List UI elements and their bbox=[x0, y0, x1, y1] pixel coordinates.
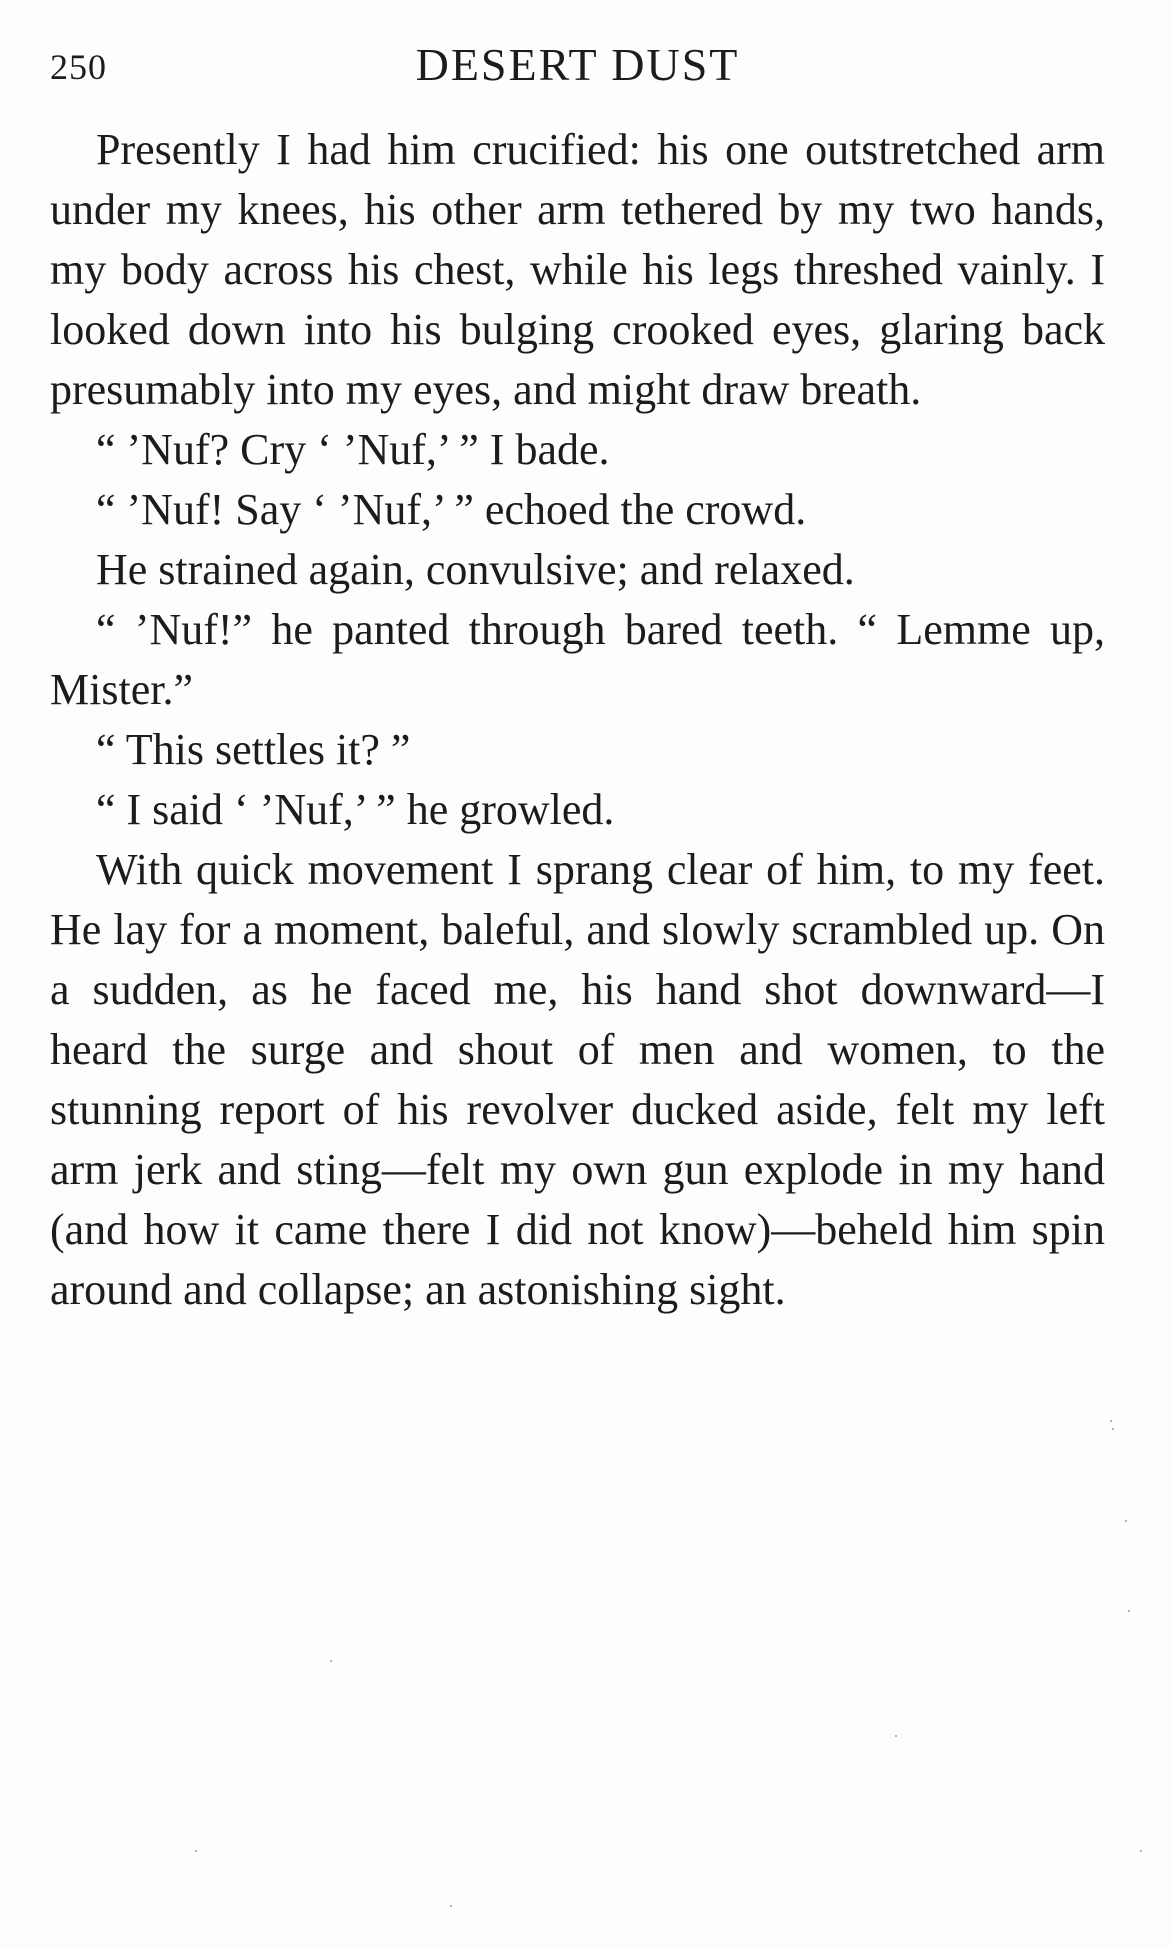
scan-speck bbox=[895, 1735, 897, 1737]
paragraph: With quick movement I sprang clear of him, to my feet. He lay for a moment, baleful, and slowly scrambled up. On a sudden, as he faced me, his hand shot downward—I heard the surge and shout of men and women, to the stunning report of his revolver ducked aside, felt my left arm jerk and sting—felt my own gun explode in my hand (and how it came there I did not know)—beheld him spin around and collapse; an astonishing sight. bbox=[50, 845, 1105, 1314]
scan-speck bbox=[195, 1850, 197, 1852]
paragraph: “ ’Nuf? Cry ‘ ’Nuf,’ ” I bade. bbox=[96, 425, 610, 474]
running-head bbox=[50, 38, 1105, 98]
running-title: DESERT DUST bbox=[415, 39, 740, 90]
scan-speck bbox=[1128, 1610, 1130, 1612]
page-number: 250 bbox=[50, 47, 107, 87]
scan-speck bbox=[1110, 1420, 1112, 1422]
scan-speck bbox=[1112, 1428, 1114, 1430]
paragraph: Presently I had him crucified: his one outstretched arm under my knees, his other arm tethered by my two hands, my body across his chest, while his legs threshed vainly. I looked down into his bulging crooked eyes, glaring back presumably into my eyes, and might draw breath. bbox=[50, 125, 1105, 414]
paragraph: “ This settles it? ” bbox=[96, 725, 411, 774]
paragraph: “ ’Nuf!” he panted through bared teeth. “ Lemme up, Mister.” bbox=[50, 605, 1105, 714]
scan-speck bbox=[1140, 1850, 1142, 1852]
body-text bbox=[50, 120, 1105, 1320]
scan-speck bbox=[330, 1660, 332, 1662]
paragraph: He strained again, convulsive; and relaxed. bbox=[96, 545, 855, 594]
scan-speck bbox=[1125, 1520, 1127, 1522]
scan-speck bbox=[450, 1905, 452, 1907]
paragraph: “ ’Nuf! Say ‘ ’Nuf,’ ” echoed the crowd. bbox=[96, 485, 807, 534]
paragraph: “ I said ‘ ’Nuf,’ ” he growled. bbox=[96, 785, 615, 834]
